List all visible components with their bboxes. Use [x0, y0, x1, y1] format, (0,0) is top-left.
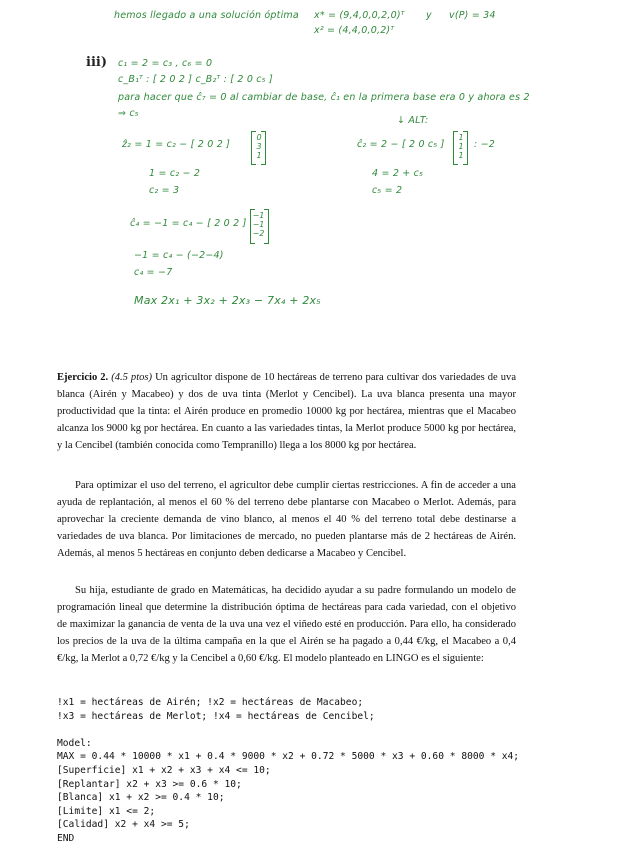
handwritten-result: : −2 — [474, 139, 496, 150]
code-line: !x1 = hectáreas de Airén; !x2 = hectáreas de Macabeo; — [57, 697, 364, 708]
column-vector: 0 3 1 — [256, 133, 262, 160]
exercise-points: (4.5 ptos) — [111, 372, 153, 383]
column-vector: −1 −1 −2 — [252, 211, 265, 238]
handwritten-alt-label: ↓ ALT: — [397, 115, 429, 126]
code-line: MAX = 0.44 * 10000 * x1 + 0.4 * 9000 * x2 + 0.72 * 5000 * x3 + 0.60 * 8000 * x4; — [57, 751, 520, 763]
handwritten-cost-line: c₁ = 2 = c₃ , c₆ = 0 — [118, 58, 213, 69]
code-line: [Calidad] x2 + x4 >= 5; — [57, 819, 190, 831]
exercise-text: Un agricultor dispone de 10 hectáreas de terreno para cultivar dos variedades de uva blanca (Airén y Macabeo) y dos de uva tinta (Merlot y Cencibel). La uva blanca presenta una mayor productividad que la tinta: el Airén produce en promedio 10000 kg por hectárea, mientras que el Macabeo alcanza los 9000 kg por hectárea. En cuanto a las variedades tintas, la Merlot produce 5000 kg por hectárea, y la Cencibel (también conocida como Tempranillo) llega a los 8000 kg por hectárea. — [57, 372, 516, 451]
exercise-title: Ejercicio 2. — [57, 372, 109, 383]
vector-bracket-right — [261, 131, 266, 165]
exercise-paragraph-3: Su hija, estudiante de grado en Matemáticas, ha decidido ayudar a su padre formulando un modelo de programación lineal que determine la distribución óptima de hectáreas para cada variedad, con el objetivo de maximizar la ganancia de venta de la uva una vez el viñedo esté en producción. Para ello, ha considerado los precios de la uva de la última campaña en la que el Airén se ha pagado a 0,44 €/kg, el Macabeo a 0,4 €/kg, la Merlot a 0,72 €/kg y la Cencibel a 0,60 €/kg. El modelo planteado en LINGO es el siguiente: — [57, 585, 516, 664]
handwritten-reduced-cost-x4: ĉ₄ = −1 = c₄ − [ 2 0 2 ] — [130, 218, 247, 229]
handwritten-conclusion: hemos llegado a una solución óptima — [114, 10, 299, 21]
vector-bracket-right — [463, 131, 468, 165]
handwritten-explanation: para hacer que ĉ₇ = 0 al cambiar de base, ĉ₁ en la primera base era 0 y ahora es 2 — [118, 92, 530, 103]
handwritten-implies: ⇒ c₅ — [118, 108, 139, 119]
handwritten-step: 1 = c₂ − 2 — [149, 168, 201, 179]
handwritten-alt-x: x² = (4,4,0,0,2)ᵀ — [314, 25, 395, 36]
handwritten-basis-costs: c_B₁ᵀ : [ 2 0 2 ] c_B₂ᵀ : [ 2 0 c₅ ] — [118, 74, 273, 85]
code-line: !x3 = hectáreas de Merlot; !x4 = hectáreas de Cencibel; — [57, 710, 375, 722]
code-line: [Limite] x1 <= 2; — [57, 805, 156, 817]
exercise-paragraph-1 — [57, 369, 516, 454]
code-line: END — [57, 832, 75, 844]
exercise-paragraph-2: Para optimizar el uso del terreno, el agricultor debe cumplir ciertas restricciones. A fin de acceder a una ayuda de replantación, al menos el 60 % del terreno debe plantarse con Macabeo o Merlot. Además, para aprovechar la creciente demanda de vino blanco, al menos el 40 % del terreno total debe destinarse a variedades de uva blanca. Por limitaciones de mercado, no pueden plantarse más de 2 hectáreas de Airén. Además, al menos 5 hectáreas en conjunto deben dedicarse a Macabeo y Cencibel. — [57, 480, 516, 559]
handwritten-y: y — [426, 10, 432, 21]
handwritten-optimal-value: v(P) = 34 — [449, 10, 496, 21]
handwritten-reduced-cost-left: ẑ₂ = 1 = c₂ − [ 2 0 2 ] — [122, 139, 231, 150]
handwritten-step: c₂ = 3 — [149, 185, 180, 196]
code-line-blank — [57, 723, 519, 737]
handwritten-optimal-x: x* = (9,4,0,0,2,0)ᵀ — [314, 10, 405, 21]
column-vector: 1 1 1 — [458, 133, 464, 160]
handwritten-objective: Max 2x₁ + 3x₂ + 2x₃ − 7x₄ + 2x₅ — [134, 294, 321, 307]
item-number: iii) — [86, 55, 107, 70]
code-line: [Replantar] x2 + x3 >= 0.6 * 10; — [57, 778, 242, 790]
code-line: Model: — [57, 737, 92, 749]
handwritten-step: c₅ = 2 — [372, 185, 403, 196]
handwritten-reduced-cost-right: ĉ₂ = 2 − [ 2 0 c₅ ] — [357, 139, 445, 150]
handwritten-step: c₄ = −7 — [134, 267, 173, 278]
vector-bracket-right — [264, 209, 269, 244]
lingo-code-block — [57, 696, 519, 846]
code-line: [Blanca] x1 + x2 >= 0.4 * 10; — [57, 792, 225, 804]
handwritten-step: 4 = 2 + c₅ — [372, 168, 424, 179]
handwritten-step: −1 = c₄ − (−2−4) — [134, 250, 224, 261]
code-line: [Superficie] x1 + x2 + x3 + x4 <= 10; — [57, 764, 271, 776]
